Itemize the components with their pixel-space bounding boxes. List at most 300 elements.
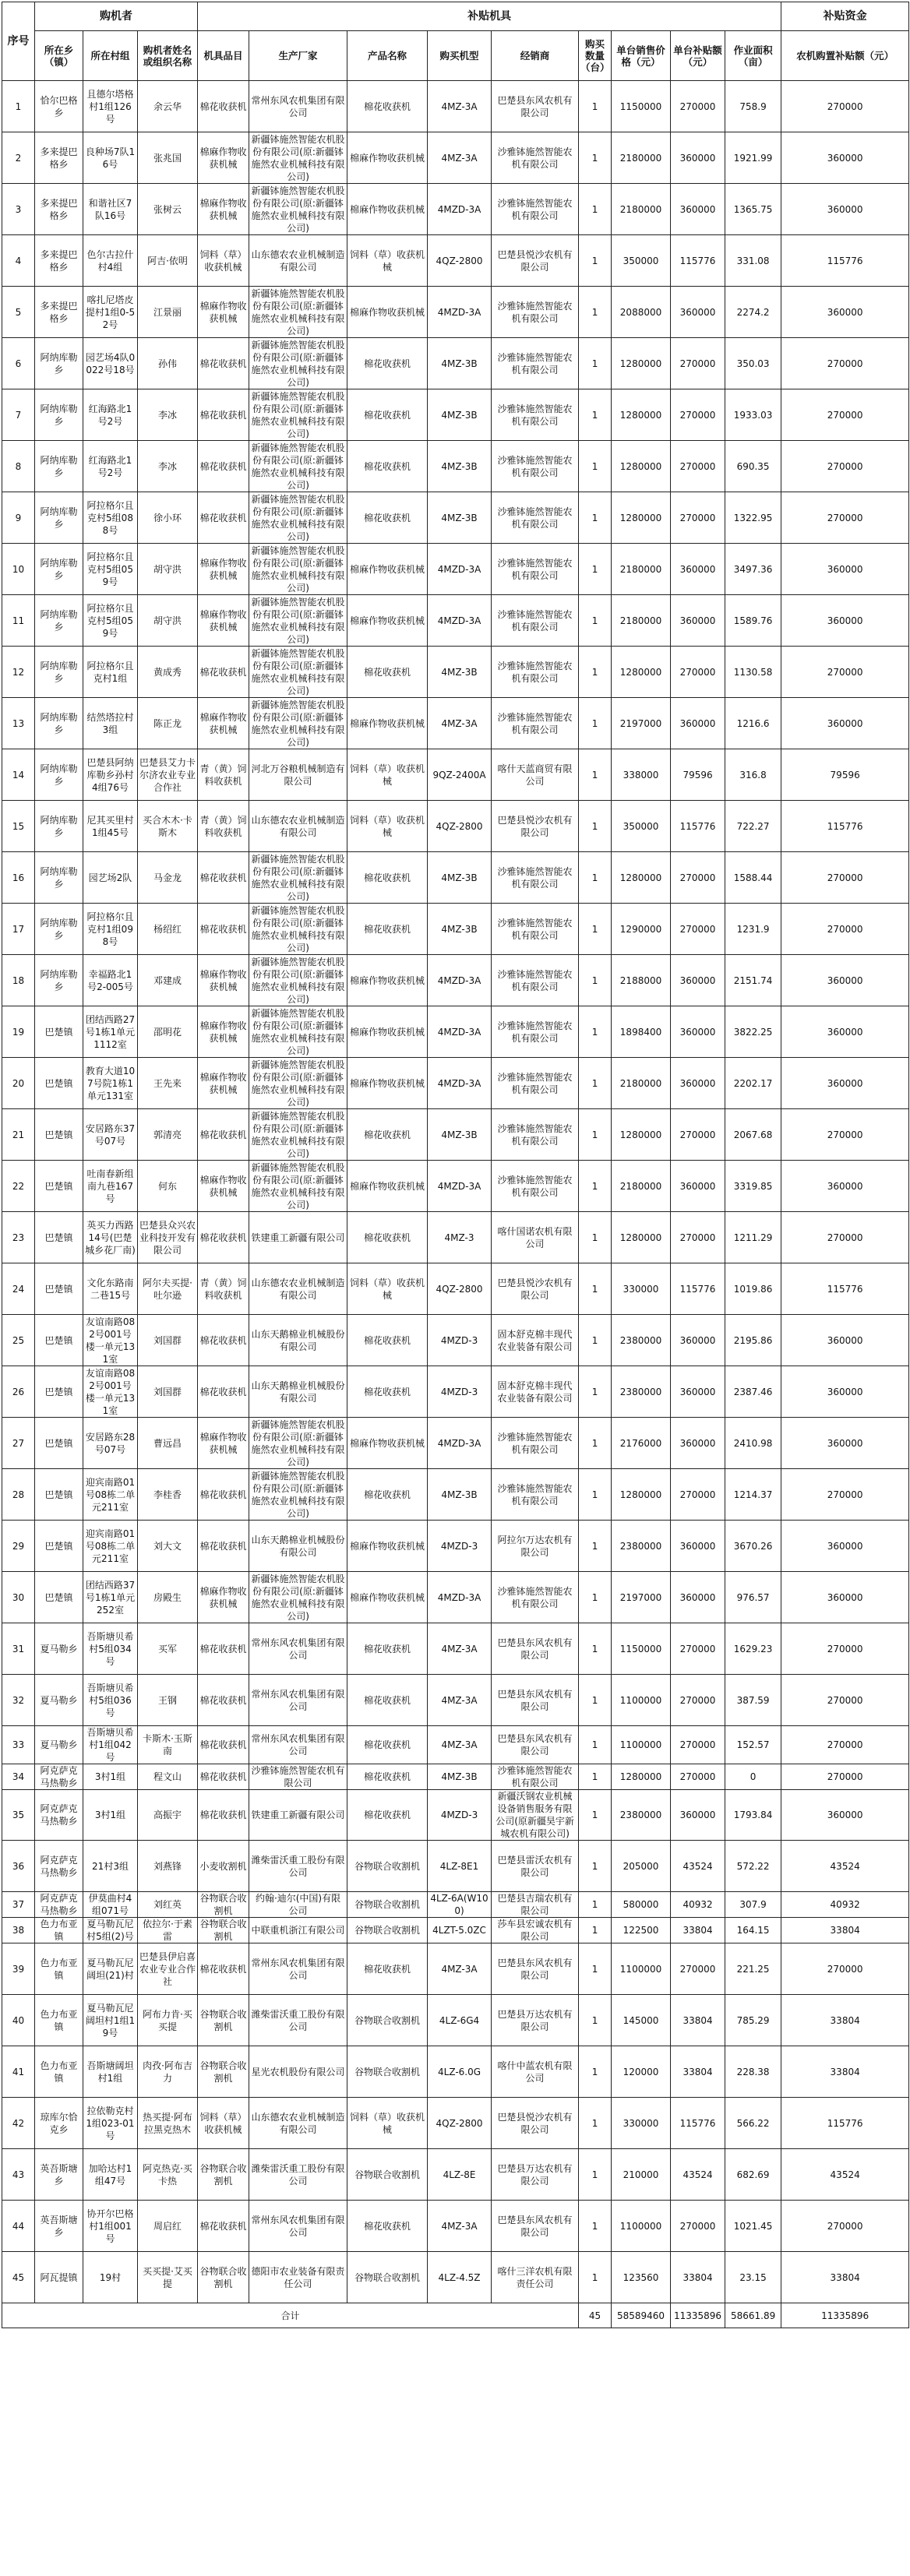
- cell-township: 巴楚镇: [35, 1109, 83, 1161]
- cell-township: 巴楚镇: [35, 1006, 83, 1058]
- cell-unit-subsidy: 115776: [671, 2098, 725, 2149]
- cell-subsidy-fund: 360000: [781, 287, 909, 338]
- cell-unit-subsidy: 43524: [671, 2149, 725, 2201]
- cell-product-name: 棉花收获机: [347, 1315, 428, 1366]
- cell-product-name: 棉花收获机: [347, 338, 428, 389]
- cell-quantity: 1: [579, 1263, 612, 1315]
- cell-township: 阿克萨克马热勒乡: [35, 1841, 83, 1892]
- cell-quantity: 1: [579, 81, 612, 132]
- cell-work-area: 1365.75: [725, 184, 781, 235]
- cell-manufacturer: 新疆钵施然智能农机股份有限公司(原:新疆钵施然农业机械科技有限公司): [249, 492, 347, 544]
- cell-work-area: 0: [725, 1764, 781, 1790]
- cell-unit-subsidy: 43524: [671, 1841, 725, 1892]
- cell-dealer: 巴楚县东风农机有限公司: [492, 1675, 579, 1726]
- cell-unit-price: 1100000: [612, 1675, 671, 1726]
- cell-unit-price: 145000: [612, 1995, 671, 2046]
- cell-model: 4MZ-3A: [428, 698, 492, 749]
- cell-unit-subsidy: 270000: [671, 1675, 725, 1726]
- cell-unit-price: 1100000: [612, 2201, 671, 2252]
- cell-dealer: 巴楚县东风农机有限公司: [492, 2201, 579, 2252]
- cell-buyer-name: 阿吉·依明: [138, 235, 198, 287]
- cell-subsidy-fund: 360000: [781, 1418, 909, 1469]
- cell-manufacturer: 山东天鹅棉业机械股份有限公司: [249, 1315, 347, 1366]
- cell-buyer-name: 依拉尔·于素雷: [138, 1918, 198, 1943]
- cell-village: 巴楚县阿纳库勒乡孙村4组76号: [83, 749, 138, 801]
- cell-subsidy-fund: 270000: [781, 492, 909, 544]
- cell-quantity: 1: [579, 492, 612, 544]
- cell-model: 4MZ-3B: [428, 492, 492, 544]
- cell-village: 迎宾南路01号08栋二单元211室: [83, 1521, 138, 1572]
- header-group-row: [2, 2, 909, 31]
- cell-manufacturer: 约翰·迪尔(中国)有限公司: [249, 1892, 347, 1918]
- cell-product-name: 棉麻作物收获机械: [347, 1418, 428, 1469]
- table-row: [2, 1212, 909, 1263]
- cell-product-name: 棉麻作物收获机械: [347, 698, 428, 749]
- cell-work-area: 976.57: [725, 1572, 781, 1623]
- cell-unit-subsidy: 270000: [671, 647, 725, 698]
- cell-unit-price: 2188000: [612, 955, 671, 1006]
- cell-quantity: 1: [579, 1943, 612, 1995]
- cell-subsidy-fund: 33804: [781, 1918, 909, 1943]
- cell-seq: 13: [2, 698, 35, 749]
- cell-village: 夏马勒瓦尼阔坦(21)村: [83, 1943, 138, 1995]
- cell-quantity: 1: [579, 1764, 612, 1790]
- cell-machine-category: 谷物联合收割机: [198, 1995, 249, 2046]
- cell-machine-category: 棉花收获机: [198, 904, 249, 955]
- cell-buyer-name: 胡守洪: [138, 544, 198, 595]
- cell-unit-subsidy: 270000: [671, 852, 725, 904]
- cell-seq: 42: [2, 2098, 35, 2149]
- cell-manufacturer: 常州东风农机集团有限公司: [249, 1726, 347, 1764]
- cell-village: 吐南春新组南九巷167号: [83, 1161, 138, 1212]
- cell-subsidy-fund: 40932: [781, 1892, 909, 1918]
- cell-work-area: 152.57: [725, 1726, 781, 1764]
- cell-dealer: 沙雅钵施然智能农机有限公司: [492, 492, 579, 544]
- cell-seq: 1: [2, 81, 35, 132]
- cell-manufacturer: 新疆钵施然智能农机股份有限公司(原:新疆钵施然农业机械科技有限公司): [249, 1572, 347, 1623]
- cell-machine-category: 棉麻作物收获机械: [198, 955, 249, 1006]
- cell-village: 教育大道107号院1栋1单元131室: [83, 1058, 138, 1109]
- cell-buyer-name: 张兆国: [138, 132, 198, 184]
- cell-work-area: 221.25: [725, 1943, 781, 1995]
- cell-product-name: 饲料（草）收获机械: [347, 2098, 428, 2149]
- cell-subsidy-fund: 270000: [781, 81, 909, 132]
- cell-dealer: 喀什中蓝农机有限公司: [492, 2046, 579, 2098]
- cell-manufacturer: 常州东风农机集团有限公司: [249, 2201, 347, 2252]
- cell-model: 4QZ-2800: [428, 2098, 492, 2149]
- cell-unit-price: 1280000: [612, 1764, 671, 1790]
- cell-township: 英吾斯塘乡: [35, 2149, 83, 2201]
- cell-township: 阿纳库勒乡: [35, 749, 83, 801]
- cell-unit-subsidy: 270000: [671, 441, 725, 492]
- cell-model: 4MZD-3: [428, 1790, 492, 1841]
- cell-model: 4MZ-3A: [428, 2201, 492, 2252]
- table-row: [2, 287, 909, 338]
- cell-township: 色力布亚镇: [35, 2046, 83, 2098]
- cell-seq: 29: [2, 1521, 35, 1572]
- cell-village: 阿拉格尔且克村1组098号: [83, 904, 138, 955]
- cell-work-area: 2410.98: [725, 1418, 781, 1469]
- cell-unit-subsidy: 270000: [671, 492, 725, 544]
- table-row: [2, 1918, 909, 1943]
- cell-manufacturer: 新疆钵施然智能农机股份有限公司(原:新疆钵施然农业机械科技有限公司): [249, 1161, 347, 1212]
- cell-unit-price: 2180000: [612, 1058, 671, 1109]
- cell-unit-price: 1280000: [612, 441, 671, 492]
- cell-work-area: 1589.76: [725, 595, 781, 647]
- cell-model: 4QZ-2800: [428, 235, 492, 287]
- cell-machine-category: 青（黄）饲料收获机: [198, 801, 249, 852]
- cell-seq: 28: [2, 1469, 35, 1521]
- cell-machine-category: 谷物联合收割机: [198, 2149, 249, 2201]
- cell-township: 多来提巴格乡: [35, 235, 83, 287]
- header-group-machine: 补贴机具: [198, 2, 781, 31]
- table-row: [2, 1263, 909, 1315]
- cell-product-name: 饲料（草）收获机械: [347, 1263, 428, 1315]
- cell-subsidy-fund: 33804: [781, 1995, 909, 2046]
- cell-dealer: 巴楚县悦沙农机有限公司: [492, 2098, 579, 2149]
- cell-unit-price: 1150000: [612, 1623, 671, 1675]
- cell-quantity: 1: [579, 2046, 612, 2098]
- cell-unit-price: 1280000: [612, 1109, 671, 1161]
- cell-model: 4MZ-3A: [428, 1675, 492, 1726]
- cell-subsidy-fund: 270000: [781, 1675, 909, 1726]
- cell-seq: 2: [2, 132, 35, 184]
- cell-township: 阿纳库勒乡: [35, 852, 83, 904]
- total-subsidy: 11335896: [671, 2303, 725, 2328]
- cell-seq: 17: [2, 904, 35, 955]
- cell-unit-price: 2180000: [612, 544, 671, 595]
- cell-village: 结然塔拉村3组: [83, 698, 138, 749]
- cell-subsidy-fund: 270000: [781, 1726, 909, 1764]
- cell-village: 迎宾南路01号08栋二单元211室: [83, 1469, 138, 1521]
- cell-model: 4MZD-3A: [428, 1418, 492, 1469]
- cell-township: 巴楚镇: [35, 1315, 83, 1366]
- cell-buyer-name: 刘燕锋: [138, 1841, 198, 1892]
- cell-subsidy-fund: 270000: [781, 1764, 909, 1790]
- cell-model: 4MZD-3: [428, 1366, 492, 1418]
- cell-unit-subsidy: 33804: [671, 2046, 725, 2098]
- header-manufacturer: 生产厂家: [249, 31, 347, 81]
- cell-buyer-name: 买军: [138, 1623, 198, 1675]
- cell-product-name: 棉麻作物收获机械: [347, 544, 428, 595]
- table-row: [2, 544, 909, 595]
- cell-model: 4QZ-2800: [428, 1263, 492, 1315]
- cell-model: 4LZ-4.5Z: [428, 2252, 492, 2303]
- cell-dealer: 巴楚县万达农机有限公司: [492, 2149, 579, 2201]
- cell-unit-subsidy: 360000: [671, 1790, 725, 1841]
- cell-product-name: 棉花收获机: [347, 2201, 428, 2252]
- cell-machine-category: 棉花收获机: [198, 1726, 249, 1764]
- cell-work-area: 3319.85: [725, 1161, 781, 1212]
- cell-dealer: 巴楚县雷沃农机有限公司: [492, 1841, 579, 1892]
- cell-village: 团结西路37号1栋1单元252室: [83, 1572, 138, 1623]
- cell-model: 4MZD-3A: [428, 287, 492, 338]
- cell-village: 和谐社区7队16号: [83, 184, 138, 235]
- cell-township: 阿纳库勒乡: [35, 955, 83, 1006]
- cell-quantity: 1: [579, 1212, 612, 1263]
- cell-village: 夏马勒瓦尼阔坦村1组19号: [83, 1995, 138, 2046]
- cell-seq: 33: [2, 1726, 35, 1764]
- header-column-row: [2, 31, 909, 81]
- cell-unit-subsidy: 270000: [671, 1726, 725, 1764]
- cell-machine-category: 谷物联合收割机: [198, 1918, 249, 1943]
- cell-product-name: 谷物联合收割机: [347, 2252, 428, 2303]
- cell-model: 4LZT-5.0ZC: [428, 1918, 492, 1943]
- cell-seq: 45: [2, 2252, 35, 2303]
- cell-product-name: 棉花收获机: [347, 441, 428, 492]
- cell-seq: 14: [2, 749, 35, 801]
- cell-buyer-name: 刘国群: [138, 1366, 198, 1418]
- cell-seq: 19: [2, 1006, 35, 1058]
- cell-manufacturer: 常州东风农机集团有限公司: [249, 1623, 347, 1675]
- cell-quantity: 1: [579, 1006, 612, 1058]
- cell-unit-price: 350000: [612, 235, 671, 287]
- cell-work-area: 307.9: [725, 1892, 781, 1918]
- cell-subsidy-fund: 79596: [781, 749, 909, 801]
- subsidy-table: [2, 2, 909, 2328]
- cell-seq: 3: [2, 184, 35, 235]
- header-dealer: 经销商: [492, 31, 579, 81]
- cell-subsidy-fund: 360000: [781, 132, 909, 184]
- cell-dealer: 莎车县宏诚农机有限公司: [492, 1918, 579, 1943]
- cell-village: 红海路北1号2号: [83, 441, 138, 492]
- cell-model: 4QZ-2800: [428, 801, 492, 852]
- cell-unit-subsidy: 270000: [671, 904, 725, 955]
- cell-village: 英买力西路14号(巴楚城乡花厂南): [83, 1212, 138, 1263]
- cell-village: 吾斯塘贝希村5组034号: [83, 1623, 138, 1675]
- cell-work-area: 2151.74: [725, 955, 781, 1006]
- cell-model: 4MZ-3A: [428, 1943, 492, 1995]
- cell-unit-price: 1150000: [612, 81, 671, 132]
- cell-product-name: 谷物联合收割机: [347, 1892, 428, 1918]
- cell-village: 尼其买里村1组45号: [83, 801, 138, 852]
- cell-buyer-name: 阿克热克·买卡热: [138, 2149, 198, 2201]
- total-price: 58589460: [612, 2303, 671, 2328]
- cell-machine-category: 棉麻作物收获机械: [198, 184, 249, 235]
- cell-manufacturer: 新疆钵施然智能农机股份有限公司(原:新疆钵施然农业机械科技有限公司): [249, 287, 347, 338]
- cell-machine-category: 饲料（草）收获机械: [198, 2098, 249, 2149]
- cell-model: 4MZD-3: [428, 1521, 492, 1572]
- cell-machine-category: 棉花收获机: [198, 389, 249, 441]
- cell-unit-price: 2180000: [612, 595, 671, 647]
- cell-product-name: 饲料（草）收获机械: [347, 801, 428, 852]
- cell-unit-subsidy: 115776: [671, 235, 725, 287]
- cell-quantity: 1: [579, 1058, 612, 1109]
- table-row: [2, 1943, 909, 1995]
- cell-work-area: 2274.2: [725, 287, 781, 338]
- cell-township: 巴楚镇: [35, 1366, 83, 1418]
- cell-township: 多来提巴格乡: [35, 184, 83, 235]
- cell-quantity: 1: [579, 1366, 612, 1418]
- cell-seq: 12: [2, 647, 35, 698]
- cell-manufacturer: 新疆钵施然智能农机股份有限公司(原:新疆钵施然农业机械科技有限公司): [249, 647, 347, 698]
- cell-work-area: 23.15: [725, 2252, 781, 2303]
- cell-unit-price: 338000: [612, 749, 671, 801]
- cell-dealer: 喀什国诺农机有限公司: [492, 1212, 579, 1263]
- table-row: [2, 338, 909, 389]
- cell-subsidy-fund: 270000: [781, 1212, 909, 1263]
- cell-work-area: 3670.26: [725, 1521, 781, 1572]
- cell-machine-category: 棉麻作物收获机械: [198, 287, 249, 338]
- cell-model: 4MZD-3A: [428, 1572, 492, 1623]
- table-row: [2, 595, 909, 647]
- cell-work-area: 1214.37: [725, 1469, 781, 1521]
- cell-buyer-name: 周启红: [138, 2201, 198, 2252]
- table-row: [2, 698, 909, 749]
- cell-work-area: 2195.86: [725, 1315, 781, 1366]
- cell-seq: 26: [2, 1366, 35, 1418]
- cell-township: 多来提巴格乡: [35, 287, 83, 338]
- cell-buyer-name: 刘大文: [138, 1521, 198, 1572]
- cell-township: 阿克萨克马热勒乡: [35, 1892, 83, 1918]
- cell-subsidy-fund: 270000: [781, 338, 909, 389]
- cell-village: 伊莫曲村4组071号: [83, 1892, 138, 1918]
- cell-subsidy-fund: 43524: [781, 1841, 909, 1892]
- cell-buyer-name: 阿尔夫买提·吐尔逊: [138, 1263, 198, 1315]
- cell-township: 阿克萨克马热勒乡: [35, 1764, 83, 1790]
- cell-machine-category: 棉花收获机: [198, 492, 249, 544]
- cell-manufacturer: 新疆钵施然智能农机股份有限公司(原:新疆钵施然农业机械科技有限公司): [249, 1006, 347, 1058]
- cell-seq: 6: [2, 338, 35, 389]
- cell-village: 友谊南路082号001号楼一单元131室: [83, 1315, 138, 1366]
- table-row: [2, 1058, 909, 1109]
- cell-quantity: 1: [579, 338, 612, 389]
- cell-work-area: 228.38: [725, 2046, 781, 2098]
- table-row: [2, 2046, 909, 2098]
- cell-seq: 18: [2, 955, 35, 1006]
- cell-dealer: 沙雅钵施然智能农机有限公司: [492, 698, 579, 749]
- cell-village: 阿拉格尔且克村5组059号: [83, 595, 138, 647]
- cell-product-name: 棉麻作物收获机械: [347, 1161, 428, 1212]
- cell-subsidy-fund: 360000: [781, 1790, 909, 1841]
- cell-work-area: 2067.68: [725, 1109, 781, 1161]
- table-row: [2, 1623, 909, 1675]
- cell-quantity: 1: [579, 698, 612, 749]
- cell-village: 21村3组: [83, 1841, 138, 1892]
- cell-dealer: 沙雅钵施然智能农机有限公司: [492, 904, 579, 955]
- cell-model: 4MZD-3A: [428, 184, 492, 235]
- header-work-area: 作业面积（亩）: [725, 31, 781, 81]
- cell-unit-price: 2197000: [612, 1572, 671, 1623]
- cell-unit-subsidy: 115776: [671, 801, 725, 852]
- cell-machine-category: 饲料（草）收获机械: [198, 235, 249, 287]
- cell-unit-subsidy: 360000: [671, 1161, 725, 1212]
- cell-dealer: 巴楚县东风农机有限公司: [492, 1726, 579, 1764]
- table-row: [2, 492, 909, 544]
- table-row: [2, 801, 909, 852]
- cell-quantity: 1: [579, 955, 612, 1006]
- cell-buyer-name: 卡斯木·玉斯南: [138, 1726, 198, 1764]
- table-row: [2, 1892, 909, 1918]
- cell-unit-price: 2180000: [612, 1161, 671, 1212]
- cell-manufacturer: 潍柴雷沃重工股份有限公司: [249, 1841, 347, 1892]
- cell-work-area: 690.35: [725, 441, 781, 492]
- cell-subsidy-fund: 360000: [781, 1521, 909, 1572]
- cell-work-area: 2387.46: [725, 1366, 781, 1418]
- cell-manufacturer: 新疆钵施然智能农机股份有限公司(原:新疆钵施然农业机械科技有限公司): [249, 1469, 347, 1521]
- cell-quantity: 1: [579, 1790, 612, 1841]
- cell-unit-price: 1280000: [612, 852, 671, 904]
- cell-seq: 30: [2, 1572, 35, 1623]
- cell-quantity: 1: [579, 904, 612, 955]
- cell-unit-subsidy: 270000: [671, 1764, 725, 1790]
- cell-buyer-name: 曹远昌: [138, 1418, 198, 1469]
- cell-village: 红海路北1号2号: [83, 389, 138, 441]
- cell-work-area: 1021.45: [725, 2201, 781, 2252]
- cell-unit-price: 210000: [612, 2149, 671, 2201]
- cell-unit-price: 120000: [612, 2046, 671, 2098]
- cell-manufacturer: 常州东风农机集团有限公司: [249, 1675, 347, 1726]
- table-row: [2, 749, 909, 801]
- cell-subsidy-fund: 360000: [781, 544, 909, 595]
- cell-manufacturer: 山东德农农业机械制造有限公司: [249, 235, 347, 287]
- cell-township: 夏马勒乡: [35, 1726, 83, 1764]
- table-row: [2, 647, 909, 698]
- cell-quantity: 1: [579, 1521, 612, 1572]
- cell-dealer: 固本舒克棉丰现代农业装备有限公司: [492, 1315, 579, 1366]
- table-row: [2, 132, 909, 184]
- cell-work-area: 572.22: [725, 1841, 781, 1892]
- cell-buyer-name: 胡守洪: [138, 595, 198, 647]
- cell-quantity: 1: [579, 132, 612, 184]
- table-row: [2, 184, 909, 235]
- cell-dealer: 巴楚县吉瑞农机有限公司: [492, 1892, 579, 1918]
- cell-unit-subsidy: 270000: [671, 338, 725, 389]
- cell-buyer-name: 杨绍红: [138, 904, 198, 955]
- cell-unit-price: 2180000: [612, 132, 671, 184]
- cell-village: 吾斯塘阔坦村1组: [83, 2046, 138, 2098]
- cell-model: 4MZ-3A: [428, 1623, 492, 1675]
- cell-quantity: 1: [579, 1572, 612, 1623]
- cell-township: 英吾斯塘乡: [35, 2201, 83, 2252]
- cell-quantity: 1: [579, 801, 612, 852]
- table-row: [2, 81, 909, 132]
- table-row: [2, 2252, 909, 2303]
- cell-dealer: 沙雅钵施然智能农机有限公司: [492, 338, 579, 389]
- cell-subsidy-fund: 360000: [781, 1161, 909, 1212]
- cell-buyer-name: 郭清亮: [138, 1109, 198, 1161]
- cell-quantity: 1: [579, 2252, 612, 2303]
- cell-model: 4MZD-3: [428, 1315, 492, 1366]
- cell-work-area: 758.9: [725, 81, 781, 132]
- cell-unit-subsidy: 270000: [671, 2201, 725, 2252]
- cell-unit-price: 1100000: [612, 1726, 671, 1764]
- cell-unit-price: 2380000: [612, 1521, 671, 1572]
- cell-product-name: 谷物联合收割机: [347, 1841, 428, 1892]
- cell-seq: 24: [2, 1263, 35, 1315]
- cell-work-area: 1130.58: [725, 647, 781, 698]
- cell-dealer: 阿拉尔万达农机有限公司: [492, 1521, 579, 1572]
- cell-township: 阿纳库勒乡: [35, 389, 83, 441]
- cell-work-area: 1793.84: [725, 1790, 781, 1841]
- cell-buyer-name: 王钢: [138, 1675, 198, 1726]
- cell-unit-subsidy: 270000: [671, 1212, 725, 1263]
- cell-unit-price: 330000: [612, 1263, 671, 1315]
- total-area: 58661.89: [725, 2303, 781, 2328]
- cell-machine-category: 棉花收获机: [198, 1943, 249, 1995]
- cell-model: 4MZD-3A: [428, 595, 492, 647]
- cell-model: 4LZ-6.0G: [428, 2046, 492, 2098]
- cell-township: 阿克萨克马热勒乡: [35, 1790, 83, 1841]
- cell-township: 阿纳库勒乡: [35, 801, 83, 852]
- cell-subsidy-fund: 360000: [781, 184, 909, 235]
- cell-machine-category: 棉花收获机: [198, 852, 249, 904]
- cell-model: 4MZD-3A: [428, 544, 492, 595]
- cell-dealer: 沙雅钵施然智能农机有限公司: [492, 1572, 579, 1623]
- cell-machine-category: 棉花收获机: [198, 1623, 249, 1675]
- cell-unit-price: 330000: [612, 2098, 671, 2149]
- header-model: 购买机型: [428, 31, 492, 81]
